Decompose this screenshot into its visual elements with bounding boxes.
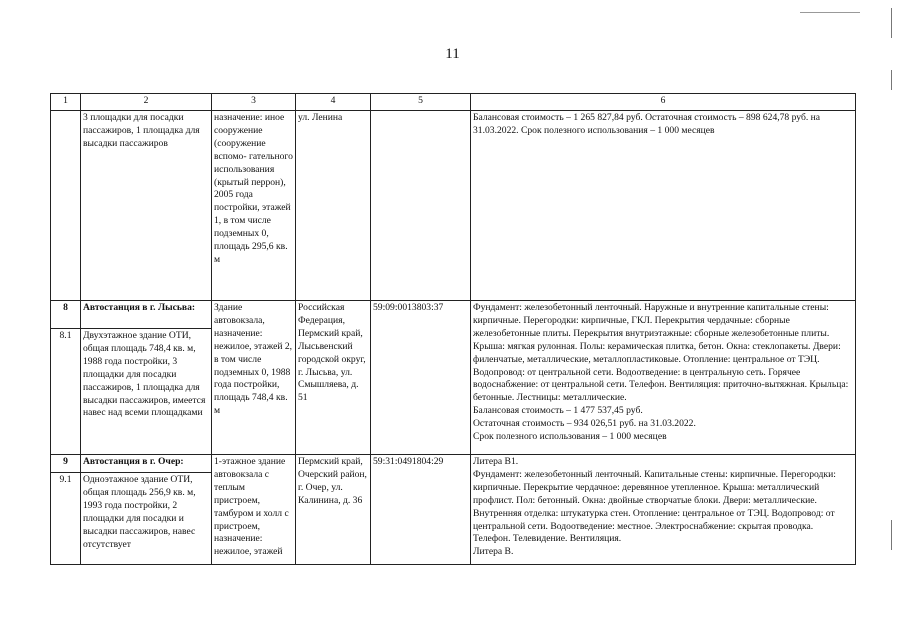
residual-value: Остаточная стоимость – 934 026,51 руб. на 31.03.2022. <box>473 418 696 430</box>
object-description: Двухэтажное здание ОТИ, общая площадь 748,4 кв. м, 1988 года постройки, 3 площадки для посадки пассажиров, 1 площадка для высадки пассажиров, имеется навес над всеми площадками <box>81 329 212 455</box>
litera-label: Литера В1. <box>473 456 519 467</box>
header-cell: 5 <box>371 94 471 111</box>
technical-description: Фундамент: железобетонный ленточный. Наружные и внутренние капитальные стены: кирпичные. Перегородки: кирпичные, ГКЛ. Перекрытия чердачные: сборные железобетонные плиты. Перекрытия внутриэтажные: сборные железобетонные плиты. Крыша: мягкая рулонная. Полы: керамическая плитка, бетон. Окна: стеклопакеты. Двери: филенчатые, металлические, металлопластиковые. Отопление: центральное от ТЭЦ. Водопровод: от центральной сети. Водоотведение: в центральную сеть. Горячее водоснабжение: от центральной сети. Телефон. Вентиляция: приточно-вытяжная. Крыльца: бетонные. Лестницы: металлические. <box>473 302 849 404</box>
address-cell: Российская Федерация, Пермский край, Лысьвенский городской округ, г. Лысьва, ул. Смышляева, д. 51 <box>296 301 371 455</box>
header-cell: 6 <box>471 94 856 111</box>
cadastral-number: 59:09:0013803:37 <box>371 301 471 455</box>
balance-value: Балансовая стоимость – 1 477 537,45 руб. <box>473 405 643 417</box>
margin-mark <box>891 8 892 38</box>
header-cell: 4 <box>296 94 371 111</box>
table-row <box>51 455 856 473</box>
technical-details <box>471 301 856 455</box>
building-characteristics: назначение: иное сооружение (сооружение вспомо- гательного использования (крытый перрон), 2005 года постройки, этажей 1, в том числе подземных 0, площадь 295,6 кв. м <box>212 111 296 301</box>
object-title: Автостанция в г. Очер: <box>81 455 212 473</box>
row-number: 8 <box>51 301 81 329</box>
litera-label: Литера В. <box>473 546 514 558</box>
header-cell: 3 <box>212 94 296 111</box>
table-row <box>51 111 856 301</box>
cadastral-number: 59:31:0491804:29 <box>371 455 471 565</box>
object-description: 3 площадки для посадки пассажиров, 1 площадка для высадки пассажиров <box>81 111 212 301</box>
address-cell: ул. Ленина <box>296 111 371 301</box>
cadastral-number <box>371 111 471 301</box>
technical-description: Фундамент: железобетонный ленточный. Капитальные стены: кирпичные. Перегородки: кирпичные. Перекрытие чердачное: деревянное утепленное. Крыша: металлический профлист. Пол: бетонный. Окна: двойные створчатые блоки. Двери: металлические. Внутренняя отделка: штукатурка стен. Отопление: центральное от ТЭЦ. Водопровод: от центральной сети. Водоотведение: местное. Электроснабжение: скрытая проводка. Телефон. Телевидение. Вентиляция. <box>473 468 836 545</box>
margin-mark <box>891 70 892 90</box>
row-number: 9 <box>51 455 81 473</box>
object-description: Одноэтажное здание ОТИ, общая площадь 256,9 кв. м, 1993 года постройки, 2 площадки для посадки и высадки пассажиров, навес отсутствует <box>81 473 212 565</box>
object-title: Автостанция в г. Лысьва: <box>81 301 212 329</box>
table-row <box>51 301 856 329</box>
building-characteristics: 1-этажное здание автовокзала с теплым пристроем, тамбуром и холл с пристроем, назначение: нежилое, этажей <box>212 455 296 565</box>
table-header-row <box>51 94 856 111</box>
page-number: 11 <box>445 46 460 62</box>
header-cell: 2 <box>81 94 212 111</box>
margin-mark <box>891 520 892 550</box>
top-rule <box>800 12 860 13</box>
useful-life: Срок полезного использования – 1 000 месяцев <box>473 431 667 443</box>
row-number: 9.1 <box>51 473 81 565</box>
row-number: 8.1 <box>51 329 81 455</box>
technical-details: Балансовая стоимость – 1 265 827,84 руб. Остаточная стоимость – 898 624,78 руб. на 31.03.2022. Срок полезного использования – 1 000 месяцев <box>471 111 856 301</box>
row-number-cell <box>51 111 81 301</box>
address-cell: Пермский край, Очерский район, г. Очер, ул. Калинина, д. 36 <box>296 455 371 565</box>
property-table <box>50 93 856 565</box>
technical-details <box>471 455 856 565</box>
header-cell: 1 <box>51 94 81 111</box>
building-characteristics: Здание автовокзала, назначение: нежилое, этажей 2, в том числе подземных 0, 1988 года постройки, площадь 748,4 кв. м <box>212 301 296 455</box>
